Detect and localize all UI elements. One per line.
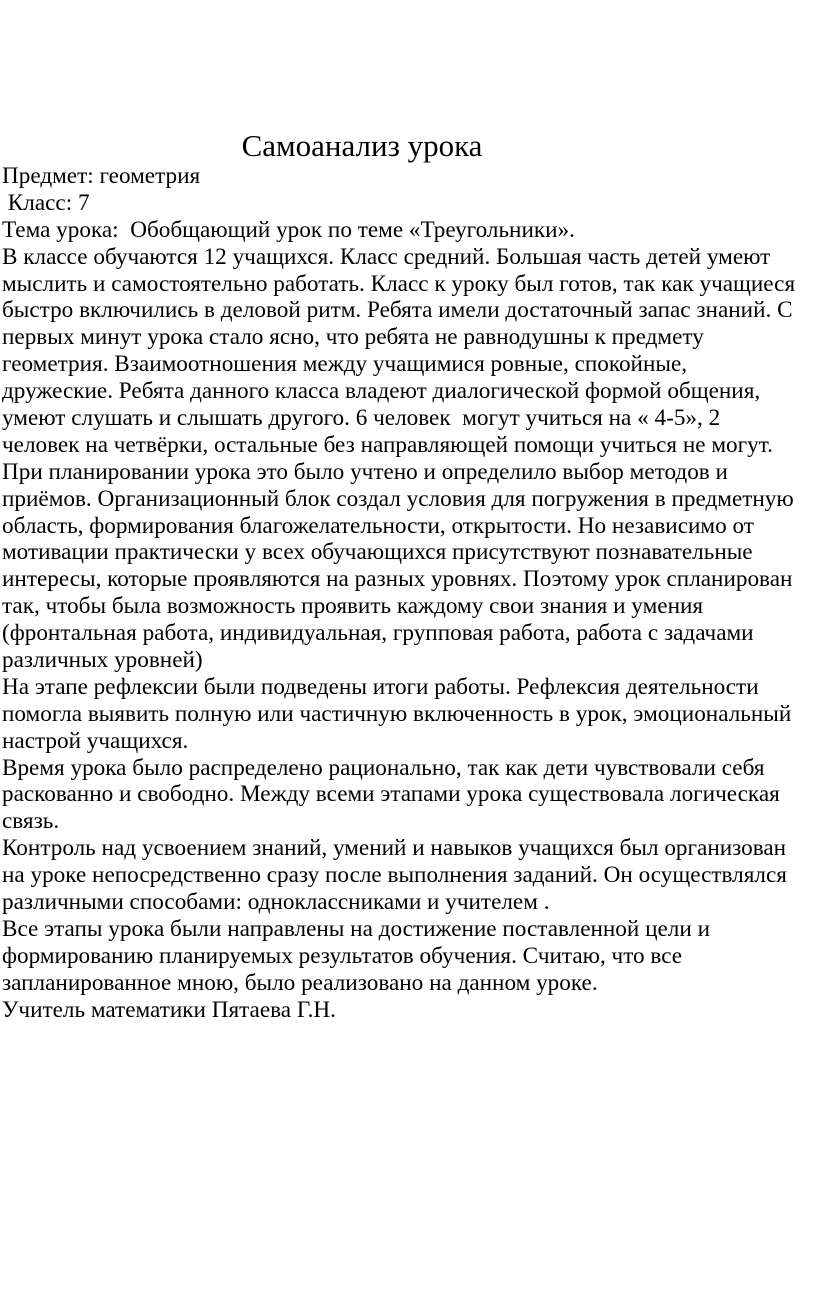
body-line: геометрия. Взаимоотношения между учащимися ровные, спокойные,: [2, 351, 688, 378]
body-line: первых минут урока стало ясно, что ребята не равнодушны к предмету: [2, 324, 704, 351]
body-line: раскованно и свободно. Между всеми этапами урока существовала логическая: [2, 781, 780, 808]
body-line: запланированное мною, было реализовано на данном уроке.: [2, 969, 598, 996]
body-line: на уроке непосредственно сразу после выполнения заданий. Он осуществлялся: [2, 862, 787, 889]
body-line: быстро включились в деловой ритм. Ребята имели достаточный запас знаний. С: [2, 297, 793, 324]
body-line: настрой учащихся.: [2, 727, 189, 754]
body-line: Контроль над усвоением знаний, умений и навыков учащихся был организован: [2, 835, 787, 862]
body-line: область, формирования благожелательности, открытости. Но независимо от: [2, 512, 754, 539]
body-line: приёмов. Организационный блок создал условия для погружения в предметную: [2, 485, 794, 512]
body-line: формированию планируемых результатов обучения. Считаю, что все: [2, 942, 683, 969]
body-line: интересы, которые проявляются на разных уровнях. Поэтому урок спланирован: [2, 566, 793, 593]
body-line: помогла выявить полную или частичную включенность в урок, эмоциональный: [2, 700, 792, 727]
document-title: Самоанализ урока: [241, 128, 483, 163]
body-line: дружеские. Ребята данного класса владеют диалогической формой общения,: [2, 378, 761, 405]
body-line: Время урока было распределено рационально, так как дети чувствовали себя: [2, 754, 765, 781]
body-line: (фронтальная работа, индивидуальная, групповая работа, работа с задачами: [2, 620, 754, 647]
body-line: Все этапы урока были направлены на достижение поставленной цели и: [2, 915, 710, 942]
body-line: Предмет: геометрия: [2, 163, 201, 189]
document-body: [2, 163, 814, 1024]
body-line: Учитель математики Пятаева Г.Н.: [2, 996, 336, 1023]
body-line: связь.: [2, 808, 60, 835]
body-line: умеют слушать и слышать другого. 6 человек могут учиться на « 4-5», 2: [2, 405, 721, 432]
body-line: человек на четвёрки, остальные без направляющей помощи учиться не могут.: [2, 431, 773, 458]
body-line: так, чтобы была возможность проявить каждому свои знания и умения: [2, 593, 704, 620]
body-line: различных уровней): [2, 647, 203, 674]
body-line: Тема урока: Обобщающий урок по теме «Треугольники».: [2, 216, 575, 243]
body-line: На этапе рефлексии были подведены итоги работы. Рефлексия деятельности: [2, 673, 759, 700]
body-line: мыслить и самостоятельно работать. Класс к уроку был готов, так как учащиеся: [2, 270, 796, 297]
body-line: различными способами: одноклассниками и учителем .: [2, 889, 550, 916]
body-line: Класс: 7: [2, 189, 90, 216]
body-line: В классе обучаются 12 учащихся. Класс средний. Большая часть детей умеют: [2, 243, 771, 270]
body-line: При планировании урока это было учтено и определило выбор методов и: [2, 458, 728, 485]
body-line: мотивации практически у всех обучающихся присутствуют познавательные: [2, 539, 753, 566]
